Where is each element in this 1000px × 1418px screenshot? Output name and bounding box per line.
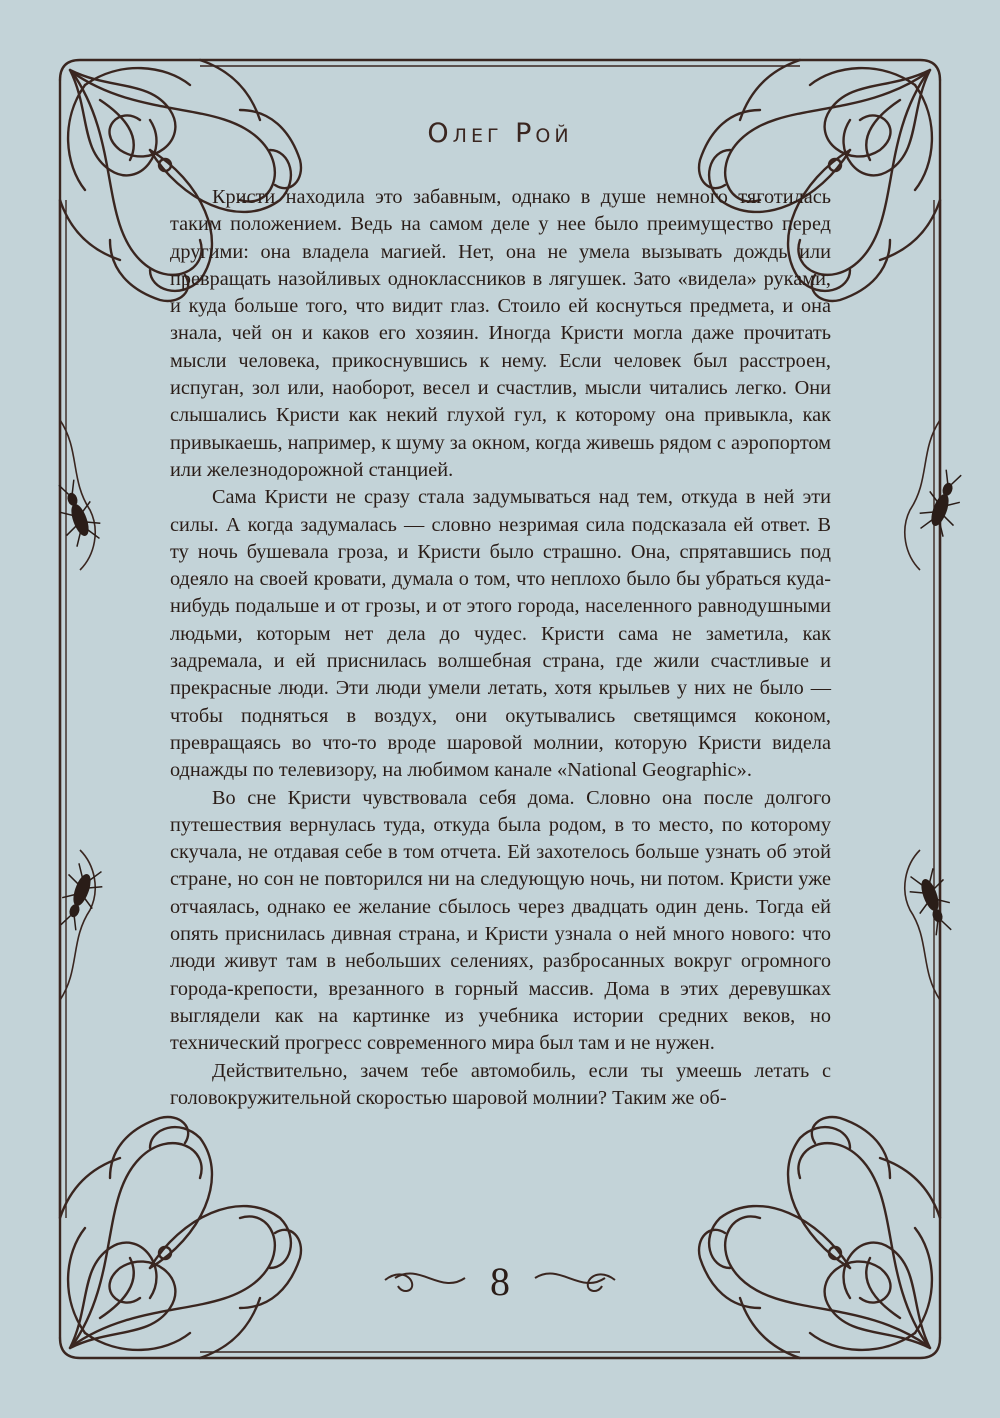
paragraph: Кристи находила это забавным, однако в душе немного тяготилась таким положением. Ведь на самом деле у нее было преимущество перед другими: она владела магией. Нет, она не умела вызывать дождь или превращать назойливых одноклассников в лягушек. Зато «видела» руками, и куда больше того, что видит глаз. Стоило ей коснуться предмета, и она знала, чей он и каков его хозяин. Иногда Кристи могла даже прочитать мысли человека, прикоснувшись к нему. Если человек был расстроен, испуган, зол или, наоборот, весел и счастлив, мысли читались легко. Они слышались Кристи как некий глухой гул, к которому она привыкла, как привыкаешь, например, к шуму за окном, когда живешь рядом с аэропортом или железнодорожной станцией. <box>170 186 831 481</box>
paragraph: Действительно, зачем тебе автомобиль, если ты умеешь летать с головокружительной скоростью шаровой молнии? Таким же об- <box>170 1059 831 1109</box>
paragraph: Сама Кристи не сразу стала задумываться над тем, откуда в ней эти силы. А когда задумалась — словно незримая сила подсказала ей ответ. В ту ночь бушевала гроза, и Кристи было страшно. Она, спрятавшись под одеяло на своей кровати, думала о том, что неплохо было бы убраться куда-нибудь подальше и от грозы, и от этого города, населенного равнодушными людьми, которым нет дела до чудес. Кристи сама не заметила, как задремала, и ей приснилась волшебная страна, где жили счастливые и прекрасные люди. Эти люди умели летать, хотя крыльев у них не было — чтобы подняться в воздух, они окутывались светящимся коконом, превращаясь во что-то вроде шаровой молнии, которую Кристи видела однажды по телевизору, на любимом канале «National Geographic». <box>170 486 831 782</box>
paragraph: Во сне Кристи чувствовала себя дома. Словно она после долгого путешествия вернулась туда, откуда была родом, в то место, по которому скучала, не отдавая себе в том отчета. Ей захотелось больше узнать об этой стране, но сон не повторился ни на следующую ночь, ни потом. Кристи уже отчаялась, однако ее желание сбылось через двадцать один день. Тогда ей опять приснилась дивная страна, и Кристи узнала о ней много нового: что люди живут там в небольших селениях, разбросанных вокруг огромного города-крепости, врезанного в горный массив. Дома в этих деревушках выглядели как на картинке из учебника истории средних веков, но технический прогресс современного мира был там и не нужен. <box>170 786 831 1055</box>
chapter-text <box>170 184 831 1112</box>
running-header-author: Олег Рой <box>427 118 573 149</box>
page-number: 8 <box>490 1259 510 1304</box>
